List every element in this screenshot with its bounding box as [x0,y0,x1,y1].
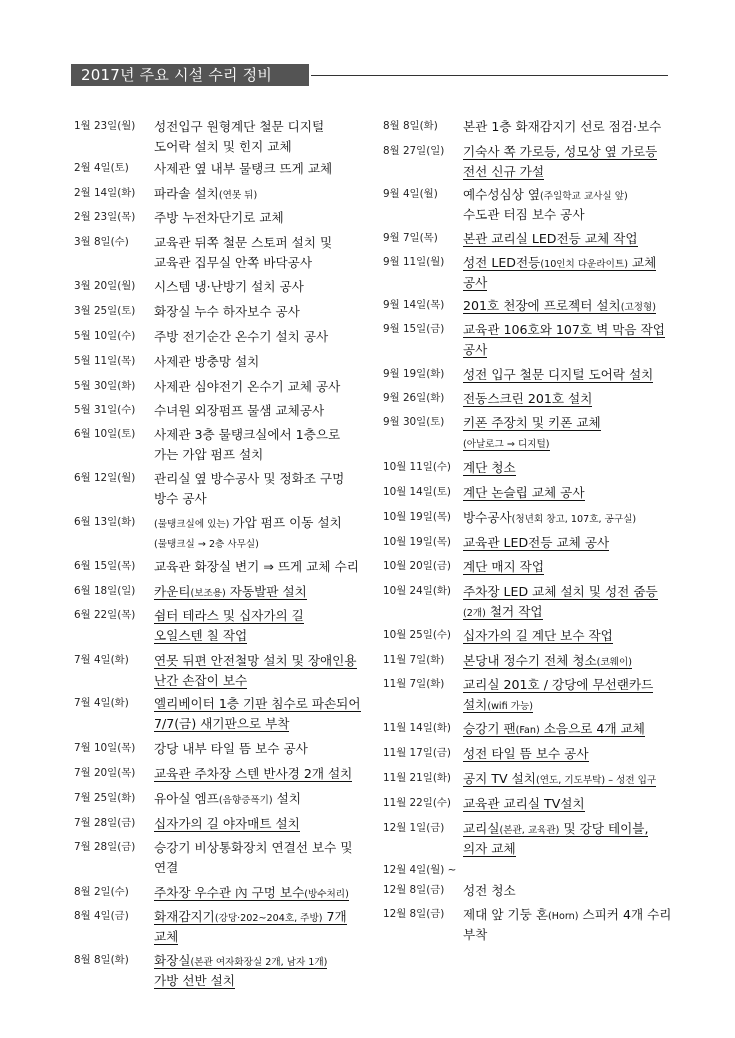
line-text: 시스템 냉·난방기 설치 공사 [154,279,304,294]
item-description [154,117,324,157]
item-date: 6월 10일(토) [74,428,136,440]
line-note: (방수처리) [304,889,349,900]
item-description [463,483,585,503]
item-date: 10월 11일(수) [383,461,451,473]
description-line [463,162,657,182]
item-description [154,233,332,273]
item-date: 10월 19일(목) [383,536,451,548]
line-note: (10인치 다운라이트) [540,259,628,270]
description-line [154,253,332,273]
item-date: 8월 2일(수) [74,886,129,898]
item-description [154,651,357,691]
line-text-tail: 소음으로 4개 교체 [539,721,645,736]
line-text: 십자가의 길 계단 보수 작업 [463,628,613,643]
line-text: 계단 논슬립 교체 공사 [463,485,585,500]
item-description [463,675,653,715]
line-text: 교육관 집무실 안쪽 바닥공사 [154,255,312,270]
description-line [463,117,661,137]
line-note: (연못 뒤) [218,190,258,201]
line-text: 교육관 주차장 스텐 반사경 2개 설치 [154,766,353,781]
description-line [463,483,585,503]
line-text: 주방 누전차단기로 교체 [154,210,284,225]
line-text-tail: 스피커 4개 수리 [578,907,672,922]
description-line [154,907,347,927]
description-line [154,445,340,465]
description-line [154,651,357,671]
description-line [463,675,653,695]
item-description [463,651,632,671]
line-note: (아날로그 ⇒ 디지털) [463,439,550,450]
description-line [154,971,327,991]
item-description [154,557,359,577]
description-line [463,273,656,293]
item-date: 8월 8일(화) [74,954,129,966]
item-date: 3월 20일(월) [74,280,136,292]
item-date: 6월 12일(월) [74,472,136,484]
line-text: 파라솔 설치 [154,186,219,201]
item-date: 11월 21일(화) [383,772,451,784]
item-description [154,814,300,834]
item-date: 5월 11일(목) [74,355,136,367]
description-line [154,208,284,228]
item-date: 7월 28일(금) [74,817,136,829]
line-text: 난간 손잡이 보수 [154,673,248,688]
item-date: 1월 23일(월) [74,120,136,132]
item-description [154,277,304,297]
item-description [154,951,327,991]
description-line [154,739,308,759]
description-line [463,296,656,316]
description-line [154,513,342,533]
line-text: 가압 펌프 이동 설치 [232,515,342,530]
line-text: 방수공사 [463,510,512,525]
description-line [463,365,653,385]
line-text: 본관 1층 화재감지기 선로 점검·보수 [463,119,662,134]
item-description [463,365,653,385]
item-description [154,606,304,646]
item-description [463,389,592,409]
item-date: 9월 4일(월) [383,188,438,200]
line-text-tail: 및 강당 테이블, [559,821,649,836]
item-description [154,401,324,421]
line-text: 수도관 터짐 보수 공사 [463,207,585,222]
line-text: 설치 [463,697,488,712]
line-note: (연도, 기도부탁) – 성전 입구 [535,775,657,786]
line-text: 교리실 [463,821,500,836]
line-text-tail: 철거 작업 [485,604,543,619]
description-line [463,205,628,225]
line-text: 성전 청소 [463,883,516,898]
description-line [154,557,359,577]
line-text: 공사 [463,275,488,290]
item-description [463,557,544,577]
line-text: 십자가의 길 야자매트 설치 [154,816,300,831]
line-text: 성전 타일 뜸 보수 공사 [463,746,589,761]
line-text-tail: 교체 [627,255,657,270]
item-description [463,744,589,764]
description-line [154,137,324,157]
item-date: 7월 4일(화) [74,654,129,666]
line-text: 주방 전기순간 온수기 설치 공사 [154,329,329,344]
line-note: (강당·202~204호, 주방) [214,913,323,924]
item-date: 7월 28일(금) [74,841,136,853]
item-date: 7월 4일(화) [74,697,129,709]
line-text: 성전 LED전등 [463,255,541,270]
item-description [154,184,257,204]
line-text: 제대 앞 기둥 혼 [463,907,549,922]
item-description [154,208,284,228]
item-date: 11월 22일(수) [383,797,451,809]
description-line [463,925,671,945]
item-date: 5월 31일(수) [74,404,136,416]
item-date: 12월 8일(금) [383,884,445,896]
line-text: 연결 [154,860,179,875]
description-line [154,327,328,347]
item-date: 8월 27일(일) [383,145,445,157]
description-line [463,651,632,671]
item-date: 10월 14일(토) [383,486,451,498]
line-prefix-note: (물탱크실에 있는) [154,519,233,530]
item-date: 11월 14일(화) [383,722,451,734]
description-line [154,606,304,626]
line-text: 7/7(금) 새기판으로 부착 [154,716,290,731]
item-date: 7월 20일(목) [74,767,136,779]
description-line [154,858,353,878]
item-date: 12월 8일(금) [383,908,445,920]
line-text: 교육관 교리실 TV설치 [463,796,585,811]
item-date: 3월 25일(토) [74,305,136,317]
line-note: (고정형) [620,302,656,313]
description-line [154,233,332,253]
item-description [154,352,259,372]
line-text: 엘리베이터 1층 기판 침수로 파손되어 [154,696,361,711]
line-text: 승강기 팬 [463,721,516,736]
description-line [154,184,257,204]
line-note: (본관, 교육관) [499,825,560,836]
item-date: 2월 14일(화) [74,187,136,199]
description-line [154,159,332,179]
description-line [154,302,300,322]
description-line [463,142,657,162]
line-text: 쉼터 테라스 및 십자가의 길 [154,608,304,623]
line-text: 계단 매지 작업 [463,559,544,574]
line-text: 승강기 비상통화장치 연결선 보수 및 [154,840,353,855]
description-line [154,277,304,297]
description-line [154,764,352,784]
line-text: 교체 [154,929,179,944]
description-line [463,508,636,528]
section-title: 2017년 주요 시설 수리 정비 [71,64,309,86]
item-date: 10월 20일(금) [383,560,451,572]
item-date: 6월 22일(목) [74,609,136,621]
line-note: (보조용) [190,588,226,599]
item-description [463,533,609,553]
line-text: 오일스텐 칠 작업 [154,628,248,643]
item-description [154,883,349,903]
item-date: 8월 4일(금) [74,910,129,922]
description-line [154,377,340,397]
description-line [154,533,342,553]
description-line [463,340,665,360]
description-line [463,389,592,409]
line-text: 가는 가압 펌프 설치 [154,447,264,462]
item-date: 9월 15일(금) [383,323,445,335]
line-text: 가방 선반 설치 [154,973,235,988]
description-line [463,769,656,789]
item-date: 6월 13일(화) [74,516,136,528]
description-line [154,814,300,834]
item-description [463,582,658,622]
line-text: 사제관 심야전기 온수기 교체 공사 [154,379,341,394]
line-text: 주차장 우수관 內 구멍 보수 [154,885,305,900]
line-text: 수녀원 외장펌프 물샘 교체공사 [154,403,325,418]
item-date: 9월 26일(화) [383,392,445,404]
line-text: 관리실 옆 방수공사 및 정화조 구멍 [154,471,345,486]
item-date: 12월 1일(금) [383,822,445,834]
item-description [154,377,340,397]
item-date: 12월 4일(월) ~ [383,864,457,876]
item-date: 5월 10일(수) [74,330,136,342]
line-text: 화장실 누수 하자보수 공사 [154,304,300,319]
line-text: 교육관 뒤쪽 철문 스토퍼 설치 및 [154,235,333,250]
line-note: (음향증폭기) [218,795,273,806]
item-date: 9월 14일(목) [383,299,445,311]
item-description [154,302,300,322]
item-date: 5월 30일(화) [74,380,136,392]
item-description [154,907,347,947]
description-line [463,185,628,205]
line-text: 키폰 주장치 및 키폰 교체 [463,415,601,430]
line-text: 사제관 옆 내부 물탱크 뜨게 교체 [154,161,333,176]
line-text-tail: 7개 [322,909,347,924]
line-text: 연못 뒤편 안전철망 설치 및 장애인용 [154,653,357,668]
item-description [154,425,340,465]
item-description [154,513,342,553]
item-description [463,769,656,789]
description-line [463,582,658,602]
item-description [154,582,307,602]
item-date: 10월 19일(목) [383,511,451,523]
description-line [154,469,344,489]
item-description [463,881,516,901]
item-date: 9월 30일(토) [383,416,445,428]
line-text: 공지 TV 설치 [463,771,536,786]
item-description [463,626,613,646]
line-text: 전선 신규 가설 [463,164,544,179]
item-date: 2월 23일(목) [74,211,136,223]
description-line [463,881,516,901]
item-description [154,469,344,509]
description-line [154,582,307,602]
description-line [463,744,589,764]
line-text: 주차장 LED 교체 설치 및 성전 줌등 [463,584,658,599]
line-text: 방수 공사 [154,491,207,506]
line-text: 교리실 201호 / 강당에 무선랜카드 [463,677,654,692]
line-text-tail: 설치 [272,791,302,806]
line-note: (청년회 창고, 107호, 공구실) [511,514,637,525]
line-text-tail: 자동발판 설치 [225,584,307,599]
description-line [154,626,304,646]
item-date: 9월 11일(월) [383,256,445,268]
line-note: (Horn) [548,911,579,922]
line-note: (본관 여자화장실 2개, 남자 1개) [190,957,328,968]
description-line [154,352,259,372]
description-line [154,883,349,903]
description-line [154,489,344,509]
item-description [463,413,601,453]
description-line [463,413,601,433]
description-line [154,789,301,809]
description-line [463,320,665,340]
line-text: 카운티 [154,584,191,599]
line-text: 부착 [463,927,488,942]
item-description [463,458,516,478]
line-text: 사제관 방충망 설치 [154,354,260,369]
line-text: 화재감지기 [154,909,215,924]
description-line [154,117,324,137]
item-description [463,819,648,859]
item-date: 11월 17일(금) [383,747,451,759]
line-text: 유아실 엠프 [154,791,219,806]
item-description [154,838,353,878]
line-text: 본당내 정수기 전체 청소 [463,653,597,668]
item-date: 10월 25일(수) [383,629,451,641]
description-line [463,626,613,646]
item-date: 7월 10일(목) [74,742,136,754]
line-text: 기숙사 쪽 가로등, 성모상 옆 가로등 [463,144,658,159]
line-text: 도어락 설치 및 힌지 교체 [154,139,292,154]
item-description [463,719,645,739]
description-line [463,839,648,859]
item-description [463,320,665,360]
item-description [463,296,656,316]
item-description [463,142,657,182]
description-line [463,253,656,273]
description-line [154,714,361,734]
line-text: 본관 교리실 LED전등 교체 작업 [463,231,638,246]
description-line [154,401,324,421]
item-description [154,327,328,347]
section-header [71,64,668,86]
item-date: 9월 19일(화) [383,368,445,380]
line-text: 교육관 106호와 107호 벽 막음 작업 [463,322,665,337]
line-text: 교육관 LED전등 교체 공사 [463,535,610,550]
line-text: 201호 천장에 프로젝터 설치 [463,298,621,313]
item-description [463,508,636,528]
item-date: 9월 7일(목) [383,232,438,244]
item-description [154,739,308,759]
description-line [463,719,645,739]
line-text: 계단 청소 [463,460,516,475]
line-text: 예수성심상 옆 [463,187,540,202]
item-date: 6월 18일(일) [74,585,136,597]
item-date: 2월 4일(토) [74,162,129,174]
description-line [463,695,653,715]
line-text: 성전 입구 철문 디지털 도어락 설치 [463,367,654,382]
item-date: 6월 15일(목) [74,560,136,572]
item-description [463,905,671,945]
item-date: 8월 8일(화) [383,120,438,132]
item-description [463,253,656,293]
line-text: 성전입구 원형계단 철문 디지털 [154,119,325,134]
item-description [154,159,332,179]
description-line [463,458,516,478]
line-note: (물탱크실 → 2층 사무실) [154,539,259,550]
line-text: 화장실 [154,953,191,968]
line-note: (코웨이) [596,657,632,668]
line-text: 전동스크린 201호 설치 [463,391,593,406]
item-description [154,789,301,809]
description-line [463,819,648,839]
line-note: (주일학교 교사실 앞) [540,191,628,202]
line-note: (wifi 가능) [487,701,533,712]
item-date: 3월 8일(수) [74,236,129,248]
description-line [463,433,601,453]
line-text: 공사 [463,342,488,357]
description-line [463,905,671,925]
description-line [154,927,347,947]
description-line [463,229,638,249]
description-line [154,694,361,714]
description-line [154,838,353,858]
item-date: 11월 7일(화) [383,678,445,690]
item-date: 10월 24일(화) [383,585,451,597]
description-line [154,671,357,691]
line-text: 의자 교체 [463,841,516,856]
item-description [463,794,585,814]
description-line [463,794,585,814]
item-description [463,117,661,137]
line-text: 교육관 화장실 변기 ⇒ 뜨게 교체 수리 [154,559,359,574]
line-text: 강당 내부 타일 뜸 보수 공사 [154,741,308,756]
description-line [463,557,544,577]
line-note: (Fan) [515,725,540,736]
header-rule [311,75,668,76]
line-note: (2개) [463,608,486,619]
line-text: 사제관 3층 물탱크실에서 1층으로 [154,427,341,442]
description-line [154,951,327,971]
description-line [463,602,658,622]
item-description [463,185,628,225]
description-line [463,533,609,553]
item-description [154,694,361,734]
item-description [154,764,352,784]
item-date: 7월 25일(화) [74,792,136,804]
item-description [463,229,638,249]
description-line [154,425,340,445]
item-date: 11월 7일(화) [383,654,445,666]
